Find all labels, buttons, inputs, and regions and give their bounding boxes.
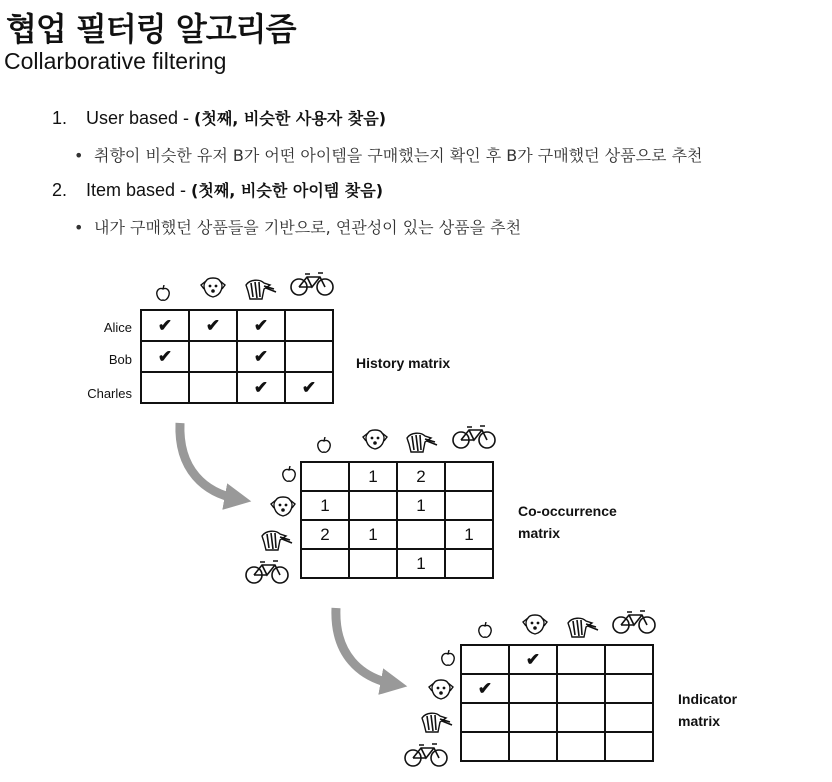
apple-icon [440, 650, 456, 667]
bicycle-icon [404, 743, 450, 769]
label-line: matrix [678, 713, 721, 729]
matrix-cell [605, 674, 653, 703]
matrix-row [461, 732, 653, 761]
matrix-cell: ✔ [237, 372, 285, 403]
zebra-icon [566, 615, 600, 639]
matrix-cell [509, 703, 557, 732]
zebra-icon [405, 430, 439, 454]
matrix-cell [509, 674, 557, 703]
matrix-cell [285, 341, 333, 372]
bullet: • [74, 218, 84, 237]
puppy-icon [362, 427, 390, 451]
bicycle-icon [452, 425, 498, 451]
zebra-icon [244, 277, 278, 301]
matrix-cell [301, 549, 349, 578]
matrix-cell: ✔ [509, 645, 557, 674]
matrix-cell [557, 703, 605, 732]
matrix-row [141, 310, 333, 341]
matrix-cell [445, 549, 493, 578]
sub-item-text: 취향이 비슷한 유저 B가 어떤 아이템을 구매했는지 확인 후 B가 구매했던 상품으로 추천 [94, 146, 703, 165]
matrix-cell: 1 [349, 462, 397, 491]
matrix-cell [605, 732, 653, 761]
puppy-icon [200, 275, 228, 299]
matrix-cell: ✔ [285, 372, 333, 403]
apple-icon [155, 285, 171, 302]
matrix-cell: ✔ [141, 341, 189, 372]
matrix-cell [557, 732, 605, 761]
indicator-matrix [460, 644, 654, 762]
matrix-cell: 1 [397, 549, 445, 578]
bicycle-icon [245, 560, 291, 586]
item-label: Item based - [86, 180, 192, 200]
apple-icon [281, 466, 297, 483]
matrix-cell [141, 372, 189, 403]
matrix-cell [349, 491, 397, 520]
page-subtitle: Collarborative filtering [4, 48, 227, 74]
matrix-cell: 1 [445, 520, 493, 549]
matrix-cell [445, 491, 493, 520]
matrix-cell [461, 732, 509, 761]
puppy-icon [522, 612, 550, 636]
zebra-icon [260, 528, 294, 552]
matrix-row [141, 341, 333, 372]
matrix-cell [301, 462, 349, 491]
apple-icon [477, 622, 493, 639]
matrix-cell [557, 674, 605, 703]
matrix-cell [557, 645, 605, 674]
arrow-history-to-cooccurrence [160, 415, 270, 515]
matrix-cell [605, 645, 653, 674]
bicycle-icon [290, 272, 336, 298]
matrix-row [301, 462, 493, 491]
cooccurrence-matrix [300, 461, 494, 579]
item-label: User based - [86, 108, 195, 128]
matrix-cell: 1 [349, 520, 397, 549]
history-matrix-label: History matrix [356, 355, 451, 371]
list-item-item-based [52, 178, 383, 201]
item-number: 2. [52, 180, 68, 200]
user-label-bob: Bob [108, 352, 132, 367]
matrix-row [461, 674, 653, 703]
matrix-cell [349, 549, 397, 578]
label-line: matrix [518, 525, 561, 541]
matrix-row [301, 520, 493, 549]
user-label-charles: Charles [87, 386, 132, 401]
bullet: • [74, 146, 84, 165]
label-line: Indicator [678, 691, 738, 707]
cooccurrence-matrix-label [518, 500, 617, 544]
matrix-cell [397, 520, 445, 549]
page-title: 협업 필터링 알고리즘 [6, 10, 296, 48]
matrix-row [461, 645, 653, 674]
user-label-alice: Alice [103, 320, 132, 335]
zebra-icon [420, 710, 454, 734]
label-line: Co-occurrence [518, 503, 617, 519]
matrix-cell: ✔ [189, 310, 237, 341]
matrix-cell: 2 [397, 462, 445, 491]
matrix-cell [285, 310, 333, 341]
arrow-cooccurrence-to-indicator [316, 600, 426, 700]
matrix-row [461, 703, 653, 732]
matrix-cell [605, 703, 653, 732]
sub-item-text: 내가 구매했던 상품들을 기반으로, 연관성이 있는 상품을 추천 [94, 218, 522, 237]
matrix-row [301, 549, 493, 578]
matrix-cell: 1 [397, 491, 445, 520]
history-matrix [140, 309, 334, 404]
matrix-row [301, 491, 493, 520]
item-detail: (첫째, 비슷한 아이템 찾음) [191, 181, 384, 200]
item-detail: (첫째, 비슷한 사용자 찾음) [194, 109, 387, 128]
matrix-cell: ✔ [461, 674, 509, 703]
matrix-cell [189, 341, 237, 372]
matrix-cell: ✔ [237, 310, 285, 341]
matrix-cell [461, 703, 509, 732]
apple-icon [316, 437, 332, 454]
sub-item-user-based [74, 143, 703, 166]
item-number: 1. [52, 108, 68, 128]
matrix-cell [509, 732, 557, 761]
matrix-cell: 2 [301, 520, 349, 549]
matrix-cell [445, 462, 493, 491]
matrix-cell [461, 645, 509, 674]
puppy-icon [428, 677, 456, 701]
list-item-user-based [52, 106, 386, 129]
matrix-cell [189, 372, 237, 403]
bicycle-icon [612, 610, 658, 636]
puppy-icon [270, 494, 298, 518]
matrix-cell: 1 [301, 491, 349, 520]
matrix-cell: ✔ [237, 341, 285, 372]
matrix-cell: ✔ [141, 310, 189, 341]
indicator-matrix-label [678, 688, 737, 732]
sub-item-item-based [74, 215, 521, 238]
matrix-row [141, 372, 333, 403]
